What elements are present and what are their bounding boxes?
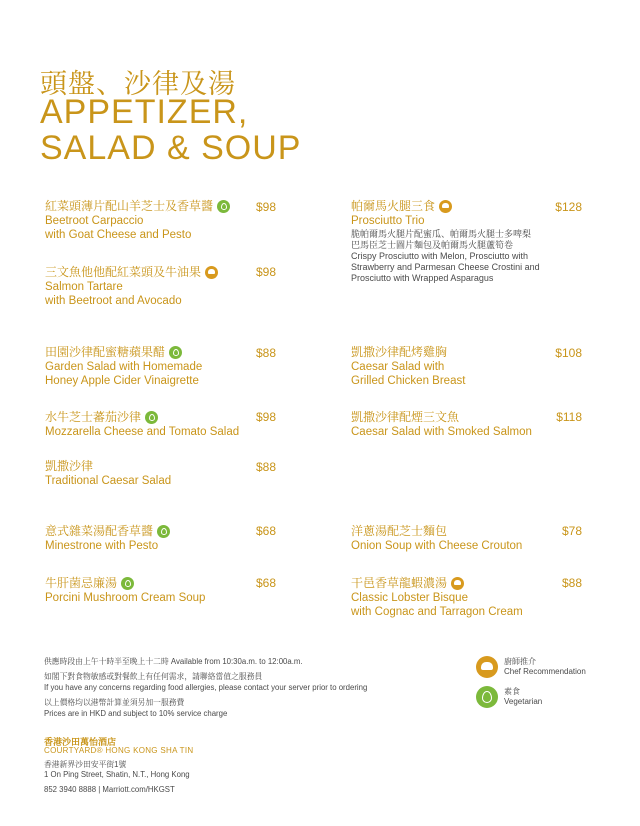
- legend-chef-label-en: Chef Recommendation: [504, 667, 586, 676]
- menu-item-price: $98: [255, 410, 276, 424]
- allergy-note-zh: 如閣下對食物敏感或對餐飲上有任何需求，請聯絡當值之服務員: [44, 672, 263, 681]
- chef-recommendation-icon: [439, 200, 452, 213]
- hotel-name-zh: 香港沙田萬怡酒店: [44, 737, 117, 747]
- menu-item-name-en: Minestrone with Pesto: [45, 540, 159, 552]
- menu-item-name-en: Garden Salad with Homemade Honey Apple Cider Vinaigrette: [45, 361, 203, 387]
- menu-item-name-en: Porcini Mushroom Cream Soup: [45, 592, 206, 604]
- chef-recommendation-icon: [205, 266, 218, 279]
- menu-item-name-en: Beetroot Carpaccio with Goat Cheese and Pesto: [45, 215, 192, 241]
- menu-item-name-zh: 牛肝菌忌廉湯: [45, 576, 118, 590]
- vegetarian-icon: [157, 525, 170, 538]
- menu-item-name-en: Traditional Caesar Salad: [45, 475, 172, 487]
- menu-item-name-en: Mozzarella Cheese and Tomato Salad: [45, 426, 240, 438]
- menu-item-name-zh: 意式雜菜湯配香草醬: [45, 524, 154, 538]
- vegetarian-icon: [217, 200, 230, 213]
- menu-item-name-en: Salmon Tartare with Beetroot and Avocado: [45, 281, 182, 307]
- service-charge-note-en: Prices are in HKD and subject to 10% service charge: [44, 709, 228, 718]
- allergy-note-en: If you have any concerns regarding food allergies, please contact your server prior to ordering: [44, 683, 368, 692]
- legend-chef-recommendation: [476, 656, 586, 678]
- menu-item-name-en: Caesar Salad with Smoked Salmon: [351, 426, 532, 438]
- menu-item-name-en: Classic Lobster Bisque with Cognac and Tarragon Cream: [351, 592, 523, 618]
- menu-item-price: $98: [255, 200, 276, 214]
- menu-item-price: $78: [561, 524, 582, 538]
- menu-item-price: $88: [255, 346, 276, 360]
- menu-item: [351, 198, 571, 284]
- menu-item-price: $108: [555, 346, 582, 360]
- section-title-chinese: 頭盤、沙律及湯: [40, 69, 236, 99]
- menu-item-name-en: Onion Soup with Cheese Crouton: [351, 540, 523, 552]
- contact-info: 852 3940 8888 | Marriott.com/HKGST: [44, 785, 175, 794]
- legend-vegetarian: [476, 686, 542, 708]
- menu-item-price: $98: [255, 265, 276, 279]
- menu-item-price: $68: [255, 576, 276, 590]
- address-en: 1 On Ping Street, Shatin, N.T., Hong Kong: [44, 770, 190, 779]
- menu-item-description: 脆帕爾馬火腿片配蜜瓜、帕爾馬火腿士多啤梨 巴馬臣芝士圖片麵包及帕爾馬火腿蘆筍卷 Crispy Prosciutto with Melon, Prosciutto with Strawberry and Parmesan Cheese Crostini and Prosciutto with Wrapped Asparagus: [351, 229, 540, 283]
- service-charge-note-zh: 以上價格均以港幣計算並須另加一服務費: [44, 698, 185, 707]
- chef-recommendation-icon: [451, 577, 464, 590]
- chef-recommendation-icon: [476, 656, 498, 678]
- menu-item-price: $118: [556, 410, 582, 424]
- menu-item-price: $88: [255, 460, 276, 474]
- menu-item-name-zh: 凱撒沙律配烤雞胸: [351, 345, 448, 359]
- menu-item-price: $68: [255, 524, 276, 538]
- hotel-name-en: COURTYARD® HONG KONG SHA TIN: [44, 746, 194, 755]
- menu-item-price: $88: [561, 576, 582, 590]
- vegetarian-icon: [145, 411, 158, 424]
- legend-chef-label-zh: 廚師推介: [504, 657, 536, 666]
- menu-item-name-zh: 帕爾馬火腿三食: [351, 199, 436, 213]
- availability-note: 供應時段由上午十時半至晚上十二時 Available from 10:30a.m. to 12:00a.m.: [44, 657, 303, 666]
- menu-item-name-zh: 三文魚他他配紅菜頭及牛油果: [45, 265, 202, 279]
- vegetarian-icon: [476, 686, 498, 708]
- address-zh: 香港新界沙田安平街1號: [44, 760, 127, 769]
- legend-veg-label-zh: 素食: [504, 687, 520, 696]
- menu-item-name-zh: 田園沙律配蜜糖蘋果醋: [45, 345, 166, 359]
- menu-item-name-zh: 干邑香草龍蝦濃湯: [351, 576, 448, 590]
- menu-item-name-zh: 凱撒沙律: [45, 459, 94, 473]
- menu-item-name-zh: 紅菜頭薄片配山羊芝士及香草醬: [45, 199, 214, 213]
- vegetarian-icon: [121, 577, 134, 590]
- menu-item-name-en: Caesar Salad with Grilled Chicken Breast: [351, 361, 466, 387]
- menu-item-name-zh: 洋蔥湯配芝士麵包: [351, 524, 448, 538]
- vegetarian-icon: [169, 346, 182, 359]
- section-title-english-line2: SALAD & SOUP: [40, 129, 302, 167]
- menu-item-price: $128: [555, 200, 582, 214]
- menu-item-name-en: Prosciutto Trio: [351, 215, 425, 227]
- menu-item-name-zh: 凱撒沙律配煙三文魚: [351, 410, 460, 424]
- section-title-english-line1: APPETIZER,: [40, 93, 249, 131]
- menu-item-name-zh: 水牛芝士蕃茄沙律: [45, 410, 142, 424]
- legend-veg-label-en: Vegetarian: [504, 697, 543, 706]
